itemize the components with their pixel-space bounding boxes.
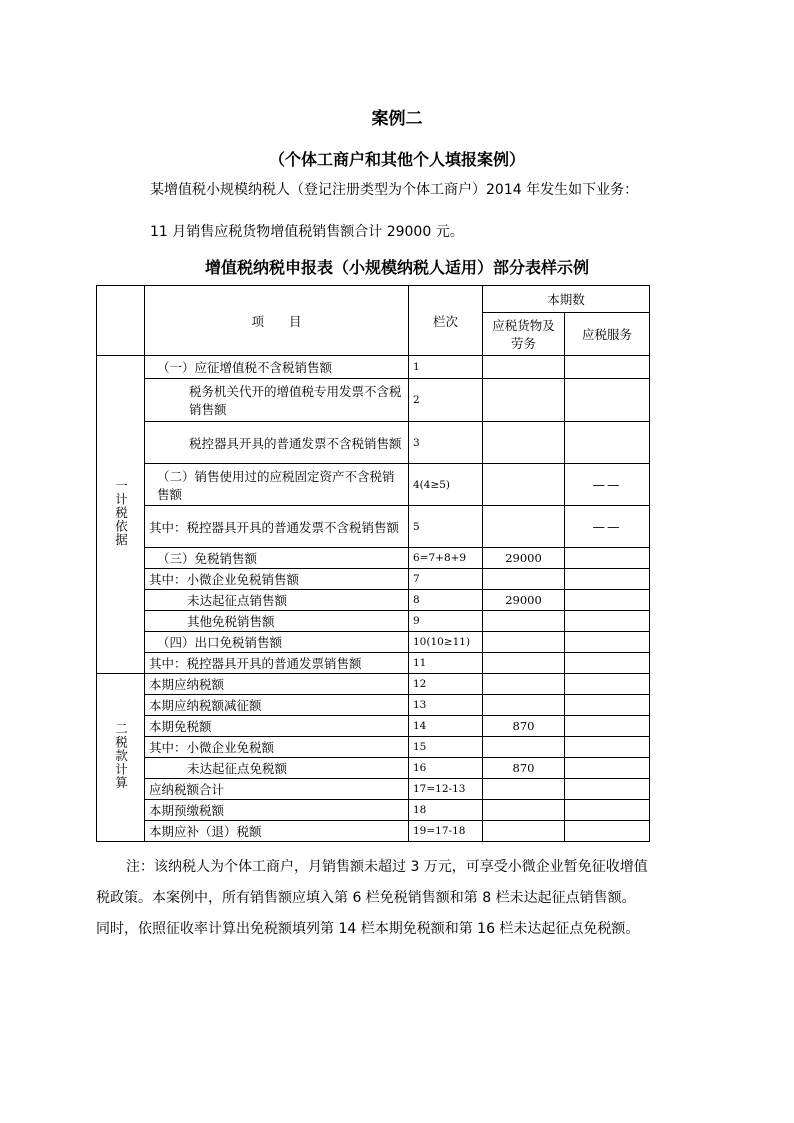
table-row <box>97 548 650 569</box>
table-row <box>97 590 650 611</box>
row-service <box>565 821 650 842</box>
table-row <box>97 737 650 758</box>
row-goods <box>483 611 565 632</box>
table-row <box>97 569 650 590</box>
row-item: 税控器具开具的普通发票不含税销售额 <box>145 422 409 464</box>
row-item: 其中：税控器具开具的普通发票不含税销售额 <box>145 506 409 548</box>
row-line: 17=12-13 <box>409 779 483 800</box>
row-item: （三）免税销售额 <box>145 548 409 569</box>
row-service <box>565 716 650 737</box>
business-paragraph: 11 月销售应税货物增值税销售额合计 29000 元。 <box>150 224 464 240</box>
row-goods <box>483 800 565 821</box>
table-row <box>97 356 650 379</box>
row-goods <box>483 569 565 590</box>
table-row <box>97 758 650 779</box>
row-service <box>565 590 650 611</box>
row-goods <box>483 464 565 506</box>
row-line: 16 <box>409 758 483 779</box>
row-line: 7 <box>409 569 483 590</box>
note-paragraph: 注：该纳税人为个体工商户，月销售额未超过 3 万元，可享受小微企业暂免征收增值税政策。本案例中，所有销售额应填入第 6 栏免税销售额和第 8 栏未达起征点销售额。同时，依照征收率计算出免税额填列第 14 栏本期免税额和第 16 栏未达起征点免税额。 <box>96 859 648 937</box>
row-item: 其中：小微企业免税额 <box>145 737 409 758</box>
table-row <box>97 506 650 548</box>
row-service <box>565 653 650 674</box>
row-line: 10(10≥11) <box>409 632 483 653</box>
table-row <box>97 422 650 464</box>
row-item: 本期应纳税额 <box>145 674 409 695</box>
row-service <box>565 356 650 379</box>
row-item: 本期应纳税额减征额 <box>145 695 409 716</box>
row-item: 本期预缴税额 <box>145 800 409 821</box>
row-line: 13 <box>409 695 483 716</box>
row-service: —— <box>565 506 650 548</box>
row-line: 9 <box>409 611 483 632</box>
table-row <box>97 611 650 632</box>
header-period: 本期数 <box>483 286 650 313</box>
row-line: 19=17-18 <box>409 821 483 842</box>
row-line: 1 <box>409 356 483 379</box>
table-row <box>97 674 650 695</box>
table-row <box>97 632 650 653</box>
row-line: 5 <box>409 506 483 548</box>
section-tax-basis <box>97 356 145 674</box>
table-row <box>97 379 650 422</box>
table-title: 增值税纳税申报表（小规模纳税人适用）部分表样示例 <box>204 258 589 277</box>
row-goods <box>483 674 565 695</box>
section-tax-calc <box>97 674 145 842</box>
section-tax-calc-label: 二税款计算 <box>113 722 129 790</box>
table-row <box>97 464 650 506</box>
row-service <box>565 611 650 632</box>
header-service: 应税服务 <box>565 313 650 356</box>
row-goods <box>483 779 565 800</box>
row-line: 3 <box>409 422 483 464</box>
row-goods <box>483 653 565 674</box>
row-line: 6=7+8+9 <box>409 548 483 569</box>
row-service <box>565 379 650 422</box>
row-goods <box>483 379 565 422</box>
row-goods: 870 <box>483 758 565 779</box>
row-line: 8 <box>409 590 483 611</box>
case-subheading: （个体工商户和其他个人填报案例） <box>268 150 525 169</box>
row-goods <box>483 632 565 653</box>
row-goods: 29000 <box>483 590 565 611</box>
row-goods <box>483 695 565 716</box>
row-service <box>565 758 650 779</box>
row-item: 未达起征点免税额 <box>145 758 409 779</box>
row-service <box>565 422 650 464</box>
row-goods <box>483 422 565 464</box>
row-service <box>565 569 650 590</box>
case-heading: 案例二 <box>371 109 423 129</box>
header-goods: 应税货物及劳务 <box>483 313 565 356</box>
row-service: —— <box>565 464 650 506</box>
header-item: 项 目 <box>145 286 409 356</box>
row-goods <box>483 356 565 379</box>
row-service <box>565 632 650 653</box>
row-item: 其他免税销售额 <box>145 611 409 632</box>
row-line: 4(4≥5) <box>409 464 483 506</box>
row-item: 税务机关代开的增值税专用发票不含税销售额 <box>145 379 409 422</box>
row-item: （一）应征增值税不含税销售额 <box>145 356 409 379</box>
header-corner <box>97 286 145 356</box>
row-item: 本期应补（退）税额 <box>145 821 409 842</box>
row-goods <box>483 737 565 758</box>
row-item: 未达起征点销售额 <box>145 590 409 611</box>
row-goods: 870 <box>483 716 565 737</box>
row-goods <box>483 506 565 548</box>
table-row <box>97 716 650 737</box>
table-row <box>97 695 650 716</box>
row-item: 其中：小微企业免税销售额 <box>145 569 409 590</box>
table-row <box>97 779 650 800</box>
row-item: （四）出口免税销售额 <box>145 632 409 653</box>
row-line: 18 <box>409 800 483 821</box>
row-item: 本期免税额 <box>145 716 409 737</box>
row-line: 14 <box>409 716 483 737</box>
row-service <box>565 695 650 716</box>
table-row <box>97 821 650 842</box>
table-row <box>97 653 650 674</box>
row-goods <box>483 821 565 842</box>
row-service <box>565 800 650 821</box>
row-item: 其中：税控器具开具的普通发票销售额 <box>145 653 409 674</box>
row-goods: 29000 <box>483 548 565 569</box>
row-item: 应纳税额合计 <box>145 779 409 800</box>
intro-paragraph: 某增值税小规模纳税人（登记注册类型为个体工商户）2014 年发生如下业务： <box>150 182 639 198</box>
header-line: 栏次 <box>409 286 483 356</box>
tax-return-table <box>96 285 650 842</box>
table-row <box>97 800 650 821</box>
row-service <box>565 548 650 569</box>
row-service <box>565 674 650 695</box>
row-line: 12 <box>409 674 483 695</box>
row-service <box>565 779 650 800</box>
section-tax-basis-label: 一计税依据 <box>113 479 129 547</box>
row-item: （二）销售使用过的应税固定资产不含税销售额 <box>145 464 409 506</box>
row-service <box>565 737 650 758</box>
row-line: 15 <box>409 737 483 758</box>
row-line: 11 <box>409 653 483 674</box>
row-line: 2 <box>409 379 483 422</box>
